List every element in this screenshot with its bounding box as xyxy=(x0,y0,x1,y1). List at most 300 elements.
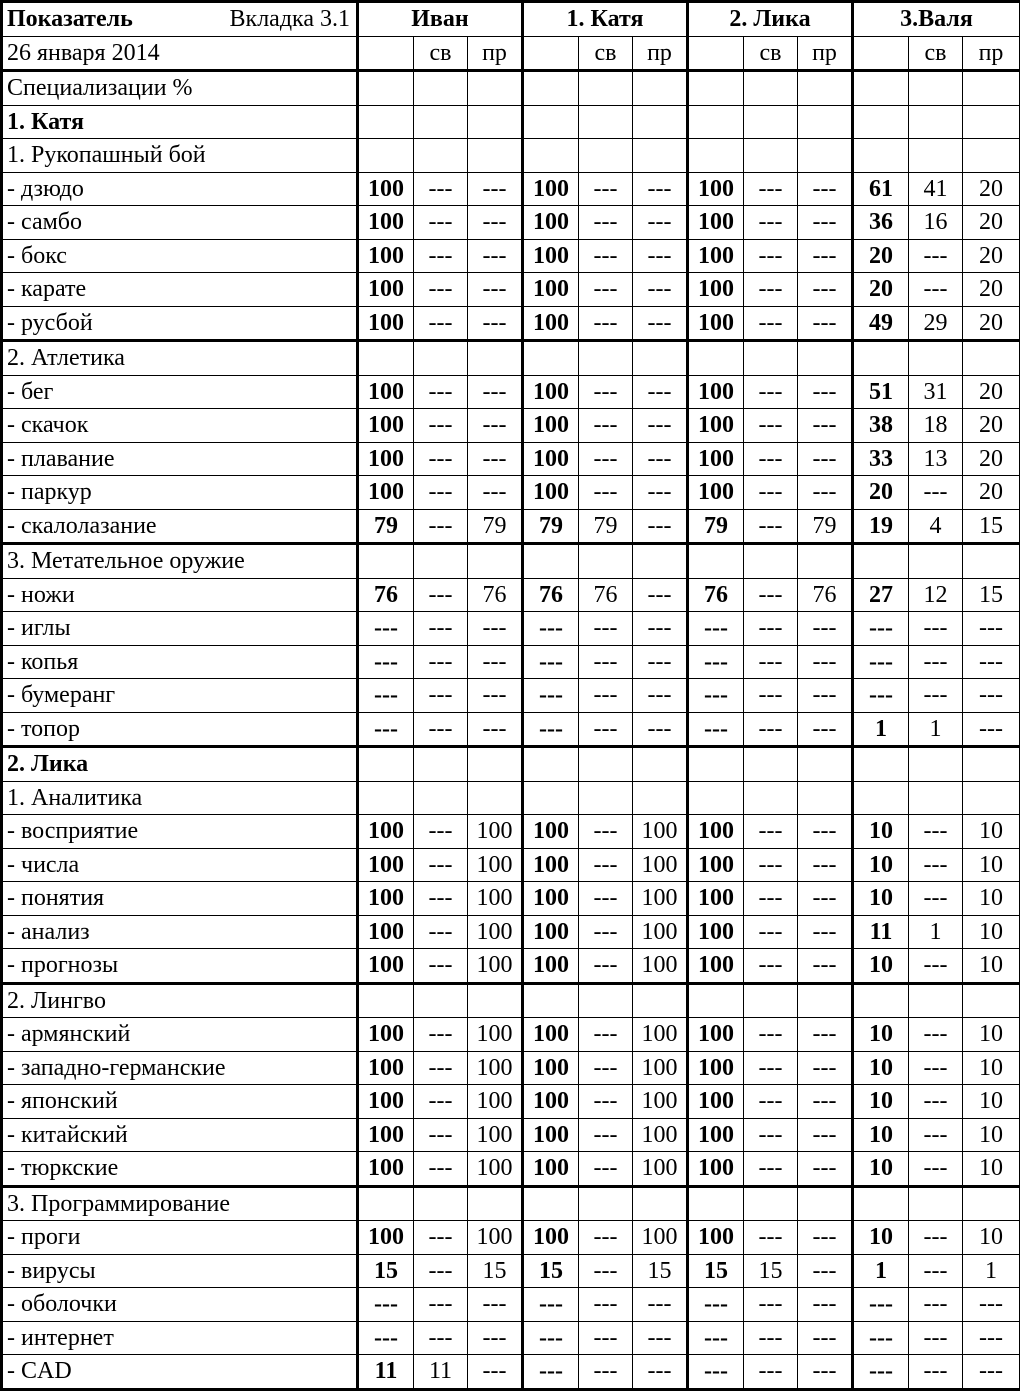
sv-cell: --- xyxy=(579,1051,633,1085)
person-valya: 3.Валя xyxy=(853,2,1020,37)
total-cell: 100 xyxy=(358,375,414,409)
sv-cell: --- xyxy=(579,815,633,849)
sv-cell xyxy=(579,341,633,376)
table-row xyxy=(2,442,1020,476)
pr-cell: 20 xyxy=(963,306,1020,341)
sv-cell: --- xyxy=(414,172,468,206)
row-label: - тюркские xyxy=(2,1152,358,1187)
pr-cell xyxy=(798,1186,853,1221)
sv-cell xyxy=(744,983,798,1018)
sv-cell: 1 xyxy=(909,915,963,949)
row-label: - восприятие xyxy=(2,815,358,849)
row-label: - карате xyxy=(2,273,358,307)
pr-cell: --- xyxy=(798,712,853,747)
pr-cell: --- xyxy=(798,1051,853,1085)
sv-cell xyxy=(579,1186,633,1221)
total-cell: 11 xyxy=(358,1355,414,1390)
total-cell xyxy=(688,105,744,139)
total-cell: 100 xyxy=(358,409,414,443)
total-cell: 100 xyxy=(358,848,414,882)
total-cell xyxy=(523,105,579,139)
sv-cell: --- xyxy=(414,712,468,747)
sv-cell: --- xyxy=(579,915,633,949)
pr-cell: --- xyxy=(633,578,688,612)
sv-cell: --- xyxy=(909,273,963,307)
total-cell: 100 xyxy=(358,273,414,307)
sv-cell: --- xyxy=(909,848,963,882)
sv-cell: --- xyxy=(909,1051,963,1085)
pr-cell: --- xyxy=(468,1288,523,1322)
sv-cell: 41 xyxy=(909,172,963,206)
total-cell: 100 xyxy=(358,1085,414,1119)
pr-cell: 10 xyxy=(963,949,1020,984)
total-cell xyxy=(523,139,579,173)
pr-cell xyxy=(633,71,688,106)
total-cell: 100 xyxy=(523,1152,579,1187)
sv-cell: --- xyxy=(414,1288,468,1322)
total-cell xyxy=(853,747,909,782)
pr-cell: --- xyxy=(798,172,853,206)
total-cell: --- xyxy=(853,1355,909,1390)
pr-cell: 20 xyxy=(963,239,1020,273)
sub-pr: пр xyxy=(633,36,688,71)
total-cell: 1 xyxy=(853,712,909,747)
sv-cell: --- xyxy=(414,612,468,646)
pr-cell: --- xyxy=(633,645,688,679)
sv-cell: --- xyxy=(414,409,468,443)
total-cell xyxy=(853,105,909,139)
total-cell: 100 xyxy=(358,1051,414,1085)
sv-cell: --- xyxy=(579,1355,633,1390)
pr-cell: 10 xyxy=(963,1152,1020,1187)
sv-cell: 15 xyxy=(744,1254,798,1288)
pr-cell xyxy=(963,71,1020,106)
sv-cell: --- xyxy=(909,612,963,646)
total-cell: 100 xyxy=(523,273,579,307)
sv-cell xyxy=(744,105,798,139)
sv-cell: --- xyxy=(579,712,633,747)
pr-cell xyxy=(963,781,1020,815)
total-cell: --- xyxy=(523,645,579,679)
pr-cell: --- xyxy=(633,206,688,240)
sv-cell: --- xyxy=(744,1118,798,1152)
row-label: 1. Рукопашный бой xyxy=(2,139,358,173)
pr-cell: --- xyxy=(963,679,1020,713)
total-cell: 15 xyxy=(523,1254,579,1288)
sv-cell: --- xyxy=(414,645,468,679)
pr-cell: --- xyxy=(798,206,853,240)
row-label: - анализ xyxy=(2,915,358,949)
table-sub-row xyxy=(2,1186,1020,1221)
total-cell: --- xyxy=(853,679,909,713)
pr-cell: --- xyxy=(798,239,853,273)
pr-cell: --- xyxy=(633,442,688,476)
total-cell: 100 xyxy=(523,306,579,341)
total-cell: 10 xyxy=(853,1085,909,1119)
sv-cell: --- xyxy=(414,1221,468,1255)
pr-cell xyxy=(633,341,688,376)
sv-cell: 29 xyxy=(909,306,963,341)
pr-cell: --- xyxy=(798,409,853,443)
total-cell xyxy=(523,1186,579,1221)
total-cell xyxy=(688,139,744,173)
total-cell: 100 xyxy=(688,882,744,916)
pr-cell: --- xyxy=(468,206,523,240)
pr-cell: --- xyxy=(798,915,853,949)
pr-cell: --- xyxy=(468,273,523,307)
pr-cell xyxy=(963,139,1020,173)
pr-cell: --- xyxy=(798,1221,853,1255)
sv-cell xyxy=(414,1186,468,1221)
pr-cell: --- xyxy=(468,1355,523,1390)
pr-cell: --- xyxy=(633,273,688,307)
sv-cell: 18 xyxy=(909,409,963,443)
sv-cell: --- xyxy=(744,239,798,273)
pr-cell: 100 xyxy=(468,1152,523,1187)
total-cell: 100 xyxy=(358,239,414,273)
total-cell: --- xyxy=(358,645,414,679)
total-cell: 100 xyxy=(688,815,744,849)
pr-cell: 76 xyxy=(798,578,853,612)
total-cell: 100 xyxy=(523,1118,579,1152)
sv-cell xyxy=(909,341,963,376)
total-cell: 100 xyxy=(358,949,414,984)
pr-cell: 100 xyxy=(468,949,523,984)
header-row-sub xyxy=(2,36,1020,71)
total-cell: 100 xyxy=(523,915,579,949)
total-cell: 100 xyxy=(523,375,579,409)
sv-cell: --- xyxy=(909,1355,963,1390)
row-label: - копья xyxy=(2,645,358,679)
sv-cell xyxy=(414,983,468,1018)
sv-cell: --- xyxy=(744,1152,798,1187)
sv-cell: --- xyxy=(744,273,798,307)
pr-cell xyxy=(963,983,1020,1018)
table-row xyxy=(2,612,1020,646)
table-row xyxy=(2,509,1020,544)
total-cell xyxy=(853,341,909,376)
total-cell: 100 xyxy=(523,206,579,240)
sv-cell: 76 xyxy=(579,578,633,612)
table-row xyxy=(2,206,1020,240)
total-cell: --- xyxy=(853,1321,909,1355)
sv-cell: --- xyxy=(414,375,468,409)
sv-cell xyxy=(414,747,468,782)
pr-cell: --- xyxy=(633,679,688,713)
total-cell: 100 xyxy=(523,409,579,443)
sv-cell: 79 xyxy=(579,509,633,544)
sv-cell: --- xyxy=(909,1085,963,1119)
table-row xyxy=(2,915,1020,949)
total-cell: 100 xyxy=(688,1085,744,1119)
sv-cell: --- xyxy=(744,1221,798,1255)
total-cell: 100 xyxy=(523,442,579,476)
pr-cell: --- xyxy=(468,409,523,443)
table-row xyxy=(2,1221,1020,1255)
total-cell: 20 xyxy=(853,273,909,307)
total-cell: --- xyxy=(523,1288,579,1322)
sv-cell: --- xyxy=(744,645,798,679)
table-sub-row xyxy=(2,544,1020,579)
total-cell xyxy=(358,341,414,376)
total-cell: 76 xyxy=(358,578,414,612)
total-cell xyxy=(358,139,414,173)
pr-cell: --- xyxy=(963,612,1020,646)
sv-cell xyxy=(414,105,468,139)
total-cell: 10 xyxy=(853,815,909,849)
table-row xyxy=(2,712,1020,747)
table-row xyxy=(2,645,1020,679)
table-row xyxy=(2,1355,1020,1390)
pr-cell: --- xyxy=(798,273,853,307)
total-cell xyxy=(688,544,744,579)
pr-cell: --- xyxy=(963,1288,1020,1322)
total-cell: --- xyxy=(523,679,579,713)
pr-cell xyxy=(798,139,853,173)
sv-cell: --- xyxy=(414,679,468,713)
pr-cell: 100 xyxy=(633,1085,688,1119)
pr-cell: 1 xyxy=(963,1254,1020,1288)
sv-cell xyxy=(744,139,798,173)
pr-cell: 100 xyxy=(633,882,688,916)
pr-cell: --- xyxy=(468,612,523,646)
pr-cell: 20 xyxy=(963,442,1020,476)
row-label: - проги xyxy=(2,1221,358,1255)
pr-cell: --- xyxy=(963,1355,1020,1390)
sv-cell xyxy=(744,544,798,579)
row-label: - бокс xyxy=(2,239,358,273)
sv-cell: --- xyxy=(414,239,468,273)
total-cell: --- xyxy=(688,1355,744,1390)
pr-cell: --- xyxy=(798,1254,853,1288)
table-row xyxy=(2,848,1020,882)
sv-cell: --- xyxy=(909,1152,963,1187)
pr-cell: --- xyxy=(798,645,853,679)
pr-cell: --- xyxy=(633,509,688,544)
sv-cell: --- xyxy=(579,1085,633,1119)
total-cell: 100 xyxy=(358,815,414,849)
pr-cell: --- xyxy=(798,848,853,882)
sub-total xyxy=(523,36,579,71)
sv-cell: 16 xyxy=(909,206,963,240)
total-cell: --- xyxy=(358,612,414,646)
sv-cell: --- xyxy=(414,882,468,916)
table-row xyxy=(2,1321,1020,1355)
total-cell: 100 xyxy=(688,306,744,341)
pr-cell: 10 xyxy=(963,882,1020,916)
total-cell: 100 xyxy=(523,1018,579,1052)
sv-cell: --- xyxy=(414,1152,468,1187)
sv-cell xyxy=(909,544,963,579)
total-cell: 33 xyxy=(853,442,909,476)
sv-cell: --- xyxy=(744,1018,798,1052)
total-cell: --- xyxy=(853,612,909,646)
sv-cell: --- xyxy=(414,1254,468,1288)
table-group-row xyxy=(2,747,1020,782)
sub-sv: св xyxy=(414,36,468,71)
pr-cell: 10 xyxy=(963,915,1020,949)
row-label: - армянский xyxy=(2,1018,358,1052)
pr-cell: --- xyxy=(633,375,688,409)
table-row xyxy=(2,882,1020,916)
pr-cell: --- xyxy=(963,712,1020,747)
pr-cell: 100 xyxy=(468,1221,523,1255)
sub-sv: св xyxy=(909,36,963,71)
pr-cell xyxy=(468,983,523,1018)
sv-cell: --- xyxy=(744,1321,798,1355)
pr-cell: 15 xyxy=(963,509,1020,544)
table-row xyxy=(2,1288,1020,1322)
sv-cell: --- xyxy=(744,306,798,341)
row-label: Специализации % xyxy=(2,71,358,106)
pr-cell xyxy=(633,747,688,782)
sv-cell xyxy=(414,781,468,815)
pr-cell: --- xyxy=(468,1321,523,1355)
total-cell: --- xyxy=(523,1355,579,1390)
total-cell: 100 xyxy=(523,949,579,984)
pr-cell: 15 xyxy=(633,1254,688,1288)
total-cell xyxy=(688,781,744,815)
sv-cell: 4 xyxy=(909,509,963,544)
total-cell: 100 xyxy=(358,1152,414,1187)
total-cell xyxy=(523,544,579,579)
row-label: - самбо xyxy=(2,206,358,240)
table-row xyxy=(2,239,1020,273)
total-cell: 100 xyxy=(358,306,414,341)
sv-cell: --- xyxy=(909,239,963,273)
table-sub-row xyxy=(2,139,1020,173)
sv-cell: --- xyxy=(909,815,963,849)
pr-cell: 100 xyxy=(633,1018,688,1052)
person-katya: 1. Катя xyxy=(523,2,688,37)
pr-cell xyxy=(633,781,688,815)
sv-cell xyxy=(909,139,963,173)
total-cell: 100 xyxy=(358,1221,414,1255)
table-row xyxy=(2,949,1020,984)
sv-cell xyxy=(909,71,963,106)
sv-cell: --- xyxy=(414,206,468,240)
total-cell xyxy=(358,105,414,139)
sv-cell: --- xyxy=(909,645,963,679)
pr-cell: 100 xyxy=(468,1118,523,1152)
sv-cell: --- xyxy=(744,848,798,882)
pr-cell: 20 xyxy=(963,172,1020,206)
pr-cell: 15 xyxy=(963,578,1020,612)
total-cell xyxy=(523,71,579,106)
total-cell: 100 xyxy=(688,239,744,273)
sv-cell: --- xyxy=(744,409,798,443)
sv-cell: --- xyxy=(909,1321,963,1355)
total-cell: --- xyxy=(688,712,744,747)
sv-cell: --- xyxy=(414,1018,468,1052)
table-row xyxy=(2,1118,1020,1152)
sv-cell: --- xyxy=(414,1118,468,1152)
pr-cell: --- xyxy=(798,1321,853,1355)
pr-cell: --- xyxy=(798,1288,853,1322)
sv-cell xyxy=(909,781,963,815)
sv-cell: --- xyxy=(744,509,798,544)
table-row xyxy=(2,578,1020,612)
row-label: - CAD xyxy=(2,1355,358,1390)
sub-sv: св xyxy=(579,36,633,71)
pr-cell xyxy=(798,544,853,579)
row-label: - прогнозы xyxy=(2,949,358,984)
total-cell: 100 xyxy=(523,1221,579,1255)
total-cell: 15 xyxy=(358,1254,414,1288)
sv-cell: --- xyxy=(579,1152,633,1187)
pr-cell: --- xyxy=(468,679,523,713)
table-title: Показатель xyxy=(7,6,133,33)
sv-cell xyxy=(579,781,633,815)
table-row xyxy=(2,815,1020,849)
row-label: - дзюдо xyxy=(2,172,358,206)
pr-cell xyxy=(468,71,523,106)
total-cell: 51 xyxy=(853,375,909,409)
total-cell: 100 xyxy=(688,375,744,409)
table-row xyxy=(2,679,1020,713)
pr-cell: --- xyxy=(798,1018,853,1052)
row-label: - оболочки xyxy=(2,1288,358,1322)
pr-cell: 20 xyxy=(963,273,1020,307)
sv-cell: --- xyxy=(414,509,468,544)
sv-cell xyxy=(579,71,633,106)
total-cell: 10 xyxy=(853,848,909,882)
sv-cell: --- xyxy=(744,172,798,206)
table-group-row xyxy=(2,105,1020,139)
pr-cell: --- xyxy=(633,409,688,443)
sv-cell: --- xyxy=(909,679,963,713)
pr-cell: --- xyxy=(633,172,688,206)
sv-cell: --- xyxy=(744,476,798,510)
total-cell xyxy=(853,139,909,173)
sv-cell: --- xyxy=(579,1254,633,1288)
sv-cell: --- xyxy=(744,442,798,476)
pr-cell xyxy=(633,983,688,1018)
pr-cell: 100 xyxy=(468,1051,523,1085)
pr-cell: --- xyxy=(468,172,523,206)
pr-cell: 100 xyxy=(468,848,523,882)
sv-cell: 13 xyxy=(909,442,963,476)
table-row xyxy=(2,306,1020,341)
pr-cell: 100 xyxy=(633,915,688,949)
pr-cell xyxy=(798,71,853,106)
row-label: - бумеранг xyxy=(2,679,358,713)
sv-cell: --- xyxy=(414,915,468,949)
total-cell xyxy=(358,1186,414,1221)
sub-total xyxy=(853,36,909,71)
pr-cell: 100 xyxy=(633,1051,688,1085)
pr-cell: 10 xyxy=(963,1051,1020,1085)
row-label: - китайский xyxy=(2,1118,358,1152)
sv-cell: 11 xyxy=(414,1355,468,1390)
sv-cell: --- xyxy=(414,949,468,984)
pr-cell: 15 xyxy=(468,1254,523,1288)
sv-cell: --- xyxy=(414,476,468,510)
total-cell: 100 xyxy=(688,949,744,984)
sv-cell: --- xyxy=(579,1118,633,1152)
pr-cell: --- xyxy=(798,442,853,476)
pr-cell xyxy=(798,747,853,782)
table-row xyxy=(2,1152,1020,1187)
sv-cell: --- xyxy=(579,409,633,443)
pr-cell xyxy=(963,105,1020,139)
pr-cell: --- xyxy=(633,239,688,273)
total-cell xyxy=(358,983,414,1018)
total-cell: 100 xyxy=(688,1152,744,1187)
sub-sv: св xyxy=(744,36,798,71)
table-sub-row xyxy=(2,781,1020,815)
total-cell xyxy=(853,983,909,1018)
